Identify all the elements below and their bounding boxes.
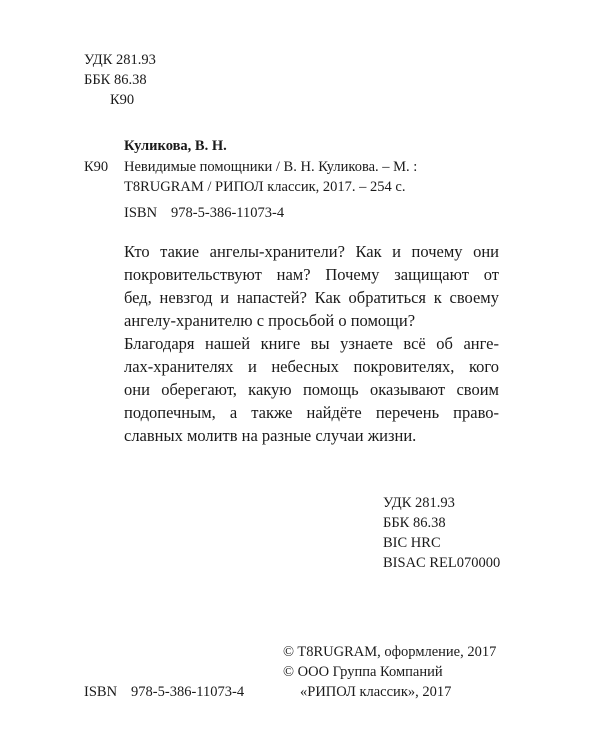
- copyright-block: [283, 642, 496, 702]
- text-line: они оберегают, какую помощь оказывают своим: [124, 380, 499, 399]
- citation-line-1: Невидимые помощники / В. Н. Куликова. – М. :: [124, 159, 418, 175]
- text-line: Благодаря нашей книге вы узнаете всё об анге-: [124, 334, 499, 353]
- text-line: Кто такие ангелы-хранители? Как и почему они: [124, 242, 499, 261]
- copyright-line-3: «РИПОЛ классик», 2017: [300, 684, 452, 700]
- author-name: Куликова, В. Н.: [124, 138, 227, 154]
- text-line: бед, невзгод и напастей? Как обратиться к своему: [124, 288, 499, 307]
- annotation-text: [124, 240, 499, 447]
- author-mark-left: К90: [84, 159, 109, 175]
- text-line: славных молитв на разные случаи жизни.: [124, 426, 417, 445]
- text-line: лах-хранителях и небесных покровителях, кого: [124, 357, 499, 376]
- isbn-number: 978-5-386-11073-4: [171, 205, 285, 221]
- bibliographic-citation: [124, 157, 417, 197]
- bisac-code: BISAC REL070000: [383, 555, 501, 571]
- copyright-line-1: © T8RUGRAM, оформление, 2017: [283, 644, 497, 660]
- top-classification-codes: [84, 50, 156, 110]
- isbn-label: ISBN: [124, 205, 158, 221]
- annotation-paragraph-2: [124, 332, 499, 447]
- isbn-top: [124, 203, 284, 223]
- isbn-bottom: [84, 682, 244, 702]
- citation-line-2: T8RUGRAM / РИПОЛ классик, 2017. – 254 с.: [124, 179, 406, 195]
- copyright-line-2: © ООО Группа Компаний: [283, 664, 443, 680]
- text-line: покровительствуют нам? Почему защищают от: [124, 265, 499, 284]
- text-line: ангелу-хранителю с просьбой о помощи?: [124, 311, 416, 330]
- text-line: подопечным, а также найдёте перечень право-: [124, 403, 499, 422]
- udk-code: УДК 281.93: [383, 495, 455, 511]
- isbn-number: 978-5-386-11073-4: [131, 684, 245, 700]
- bbk-code: ББК 86.38: [383, 515, 446, 531]
- author-mark: К90: [110, 92, 135, 108]
- bottom-classification-codes: [383, 493, 500, 573]
- bic-code: BIC HRC: [383, 535, 441, 551]
- bbk-code: ББК 86.38: [84, 72, 147, 88]
- udk-code: УДК 281.93: [84, 52, 156, 68]
- isbn-label: ISBN: [84, 684, 118, 700]
- annotation-paragraph-1: [124, 240, 499, 332]
